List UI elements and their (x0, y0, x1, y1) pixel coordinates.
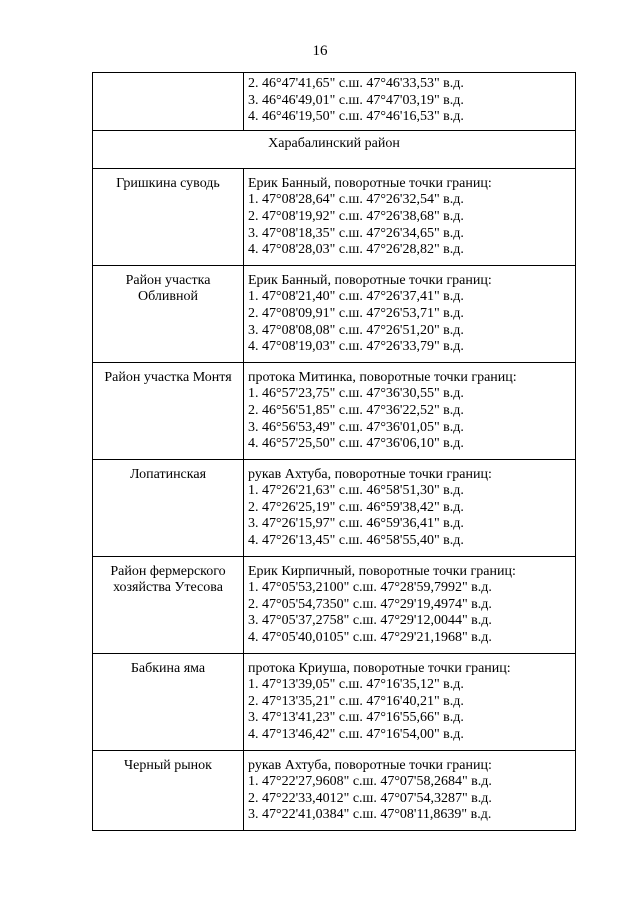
coordinate-line: 1. 47°13'39,05" с.ш. 47°16'35,12" в.д. (248, 677, 464, 693)
coordinate-line: 4. 47°05'40,0105" с.ш. 47°29'21,1968" в.д. (248, 630, 492, 646)
table-row (93, 556, 576, 653)
water-body-description: Ерик Банный, поворотные точки границ: (248, 175, 492, 191)
boundary-points-cell (244, 362, 576, 459)
coordinate-line: 4. 46°57'25,50" с.ш. 47°36'06,10" в.д. (248, 436, 464, 452)
coordinate-line: 2. 47°26'25,19" с.ш. 46°59'38,42" в.д. (248, 499, 464, 515)
table-row (93, 265, 576, 362)
water-body-description: Ерик Кирпичный, поворотные точки границ: (248, 563, 516, 579)
place-name-cell: Район участка Монтя (93, 362, 244, 459)
table-row (93, 168, 576, 265)
boundary-points-cell (244, 750, 576, 830)
page-number: 16 (312, 43, 328, 59)
boundary-points-cell (244, 73, 576, 131)
coordinate-line: 3. 46°56'53,49" с.ш. 47°36'01,05" в.д. (248, 419, 464, 435)
boundary-points-cell (244, 459, 576, 556)
coordinate-line: 3. 47°08'08,08" с.ш. 47°26'51,20" в.д. (248, 322, 464, 338)
water-body-description: рукав Ахтуба, поворотные точки границ: (248, 466, 492, 482)
place-name-cell: Лопатинская (93, 459, 244, 556)
boundary-points-cell (244, 653, 576, 750)
place-name-cell: Район фермерского хозяйства Утесова (93, 556, 244, 653)
place-name-cell: Бабкина яма (93, 653, 244, 750)
coordinate-line: 1. 47°08'28,64" с.ш. 47°26'32,54" в.д. (248, 192, 464, 208)
table-body (93, 73, 576, 831)
table-row (93, 73, 576, 131)
coordinate-line: 1. 47°22'27,9608" с.ш. 47°07'58,2684" в.д. (248, 774, 492, 790)
coordinate-line: 3. 47°05'37,2758" с.ш. 47°29'12,0044" в.д. (248, 613, 492, 629)
coordinate-line: 4. 47°08'28,03" с.ш. 47°26'28,82" в.д. (248, 242, 464, 258)
place-name-cell: Район участка Обливной (93, 265, 244, 362)
coordinate-line: 2. 46°56'51,85" с.ш. 47°36'22,52" в.д. (248, 402, 464, 418)
coordinate-line: 4. 47°13'46,42" с.ш. 47°16'54,00" в.д. (248, 727, 464, 742)
place-name-cell: Гришкина суводь (93, 168, 244, 265)
coordinate-line: 4. 47°08'19,03" с.ш. 47°26'33,79" в.д. (248, 339, 464, 355)
coordinate-line: 2. 47°08'09,91" с.ш. 47°26'53,71" в.д. (248, 305, 464, 321)
water-body-description: Ерик Банный, поворотные точки границ: (248, 272, 492, 288)
coordinate-line: 1. 46°57'23,75" с.ш. 47°36'30,55" в.д. (248, 386, 464, 402)
coordinate-line: 3. 47°13'41,23" с.ш. 47°16'55,66" в.д. (248, 710, 464, 726)
water-body-description: рукав Ахтуба, поворотные точки границ: (248, 757, 492, 773)
coordinate-line: 2. 47°08'19,92" с.ш. 47°26'38,68" в.д. (248, 208, 464, 224)
coordinates-table (92, 72, 576, 831)
place-name-cell: Черный рынок (93, 750, 244, 830)
boundary-points-cell (244, 265, 576, 362)
water-body-description: протока Митинка, поворотные точки границ: (248, 369, 517, 385)
coordinate-line: 3. 47°26'15,97" с.ш. 46°59'36,41" в.д. (248, 516, 464, 532)
table-row (93, 653, 576, 750)
table-row (93, 750, 576, 830)
boundary-points-cell (244, 556, 576, 653)
coordinate-line: 2. 47°22'33,4012" с.ш. 47°07'54,3287" в.д. (248, 790, 492, 806)
coordinate-line: 1. 47°08'21,40" с.ш. 47°26'37,41" в.д. (248, 289, 464, 305)
water-body-description: протока Криуша, поворотные точки границ: (248, 660, 511, 676)
coordinate-line: 4. 46°46'19,50" с.ш. 47°46'16,53" в.д. (248, 109, 464, 125)
coordinate-line: 2. 46°47'41,65" с.ш. 47°46'33,53" в.д. (248, 76, 464, 91)
coordinate-line: 2. 47°05'54,7350" с.ш. 47°29'19,4974" в.д. (248, 596, 492, 612)
table-row (93, 459, 576, 556)
place-name-cell (93, 73, 244, 131)
coordinate-line: 3. 47°22'41,0384" с.ш. 47°08'11,8639" в.д. (248, 807, 492, 823)
coordinate-line: 3. 46°46'49,01" с.ш. 47°47'03,19" в.д. (248, 92, 464, 108)
table-row (93, 362, 576, 459)
region-title: Харабалинский район (93, 130, 576, 168)
coordinate-line: 3. 47°08'18,35" с.ш. 47°26'34,65" в.д. (248, 225, 464, 241)
coordinate-line: 2. 47°13'35,21" с.ш. 47°16'40,21" в.д. (248, 693, 464, 709)
coordinate-line: 1. 47°05'53,2100" с.ш. 47°28'59,7992" в.д. (248, 580, 492, 596)
coordinate-line: 4. 47°26'13,45" с.ш. 46°58'55,40" в.д. (248, 533, 464, 549)
region-header-row (93, 130, 576, 168)
boundary-points-cell (244, 168, 576, 265)
coordinate-line: 1. 47°26'21,63" с.ш. 46°58'51,30" в.д. (248, 483, 464, 499)
